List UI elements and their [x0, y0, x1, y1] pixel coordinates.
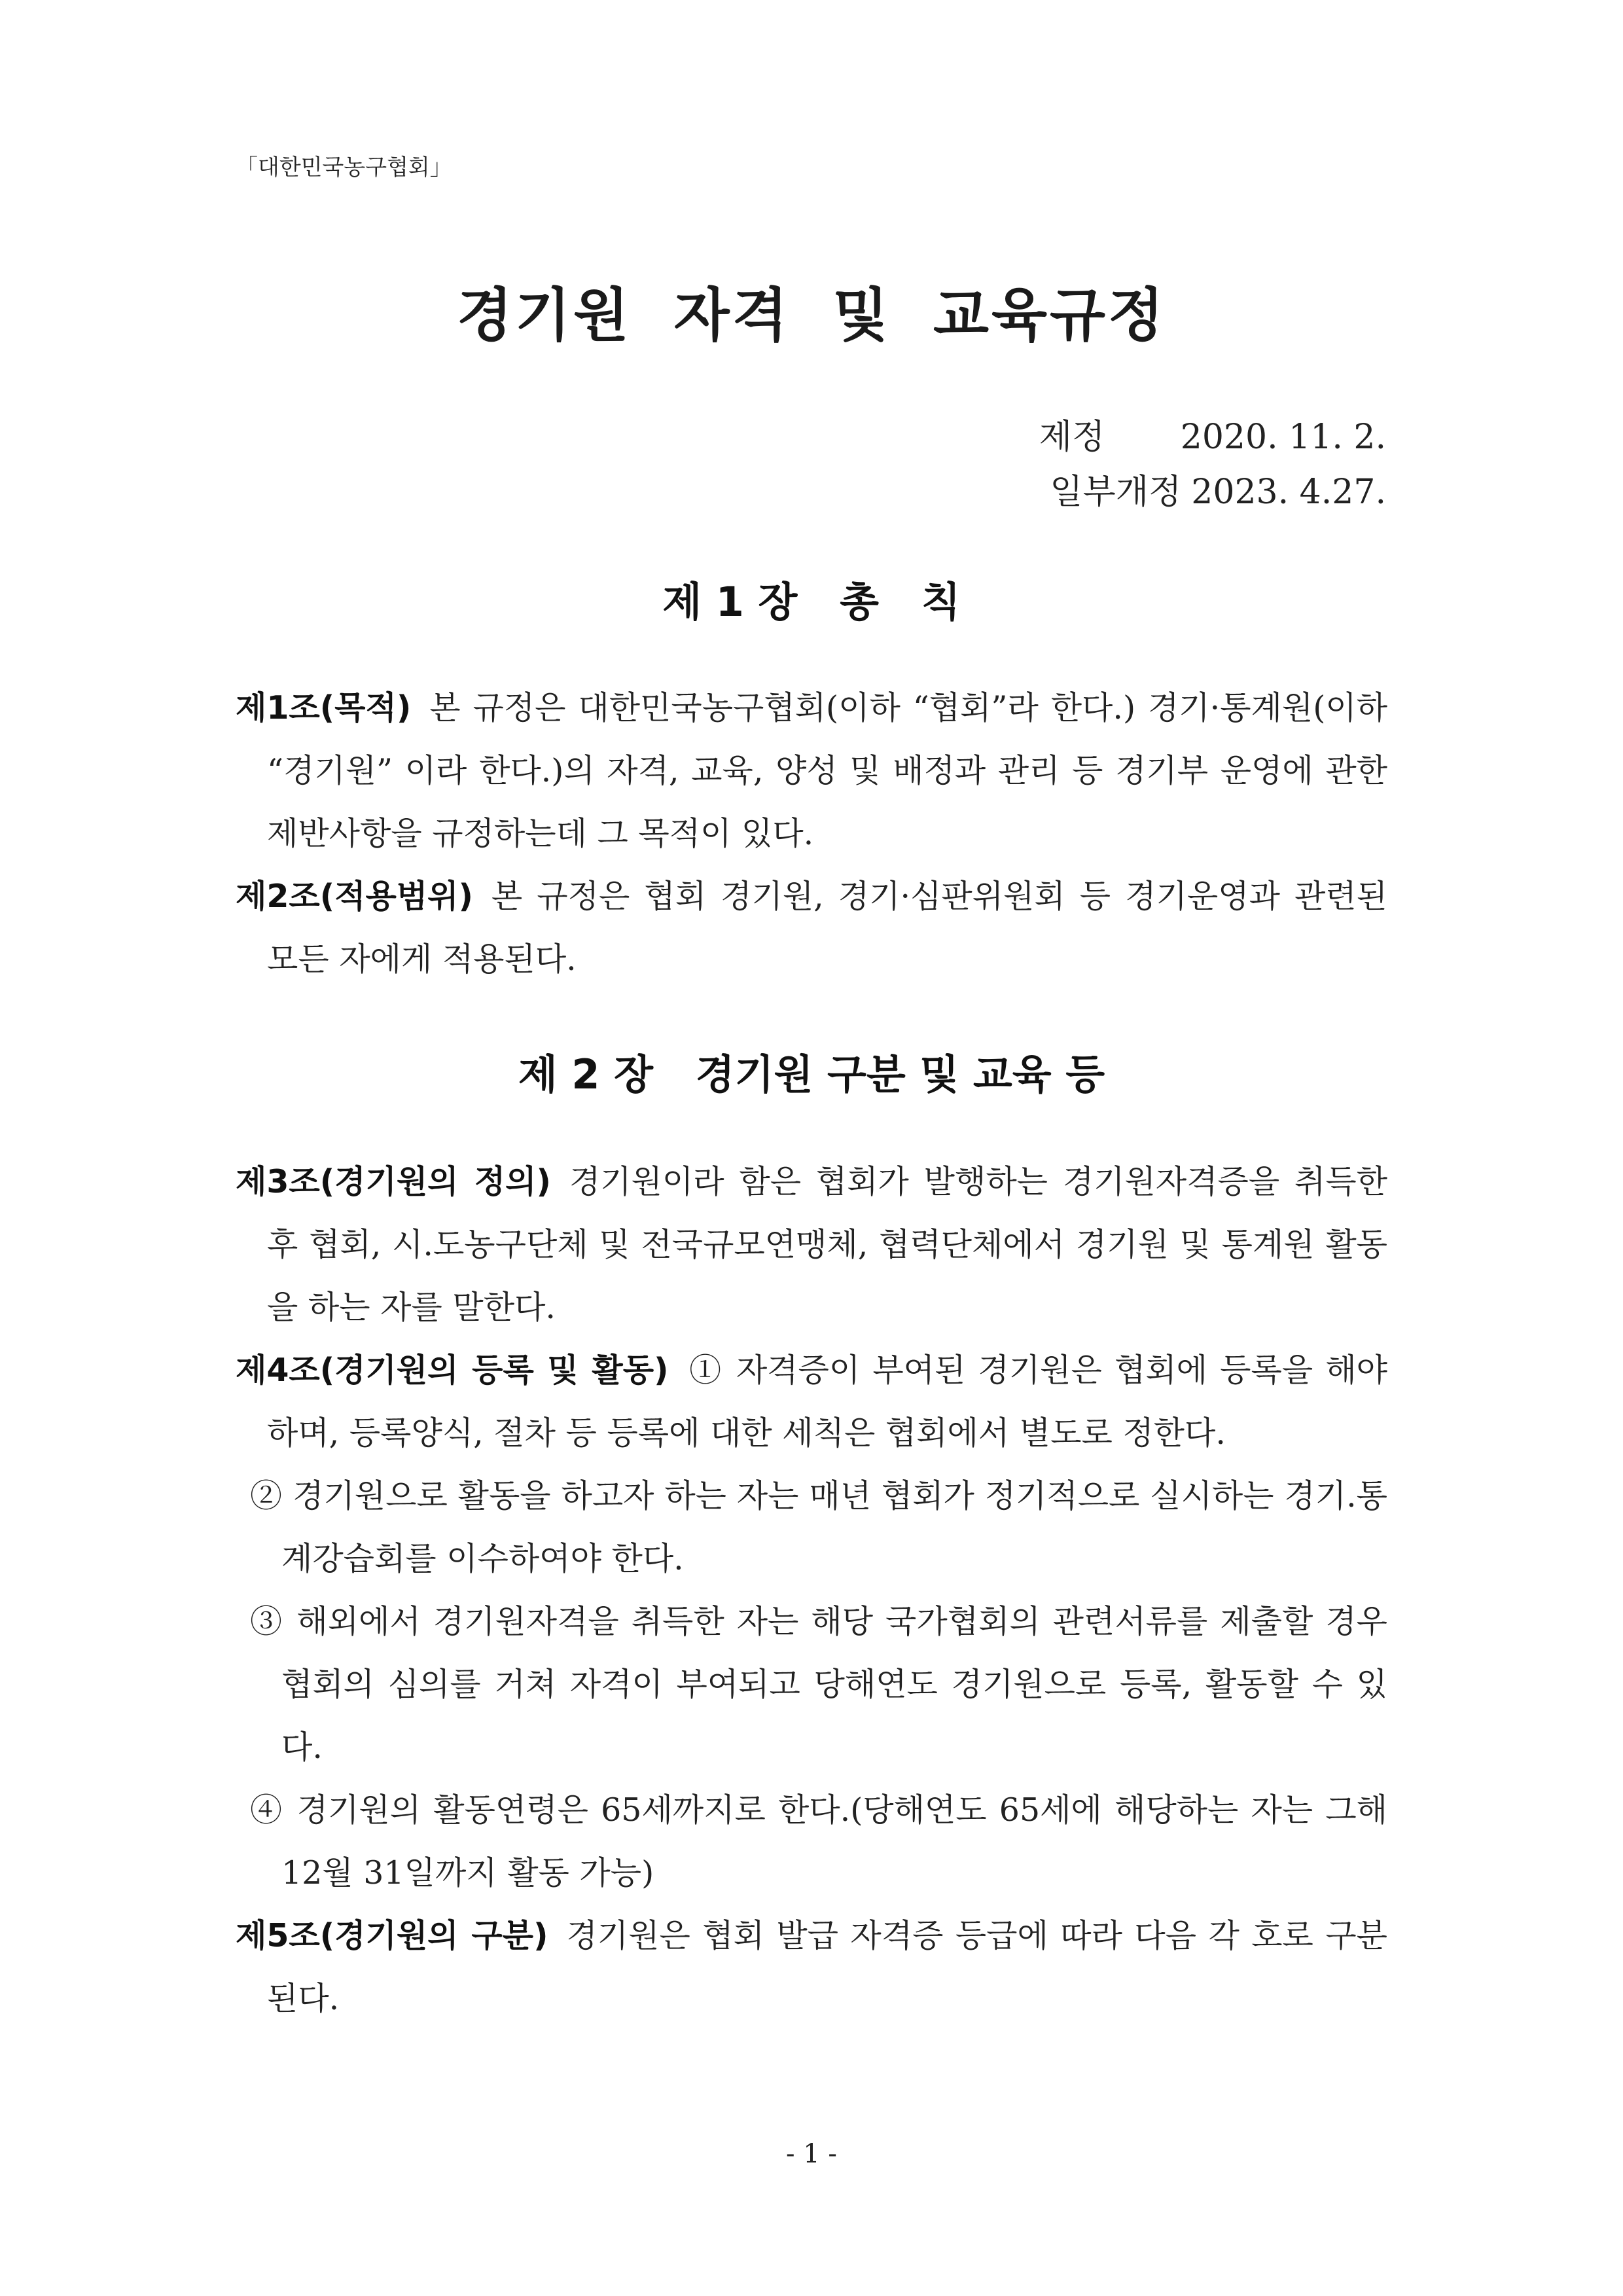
article-1-label: 제1조(목적): [236, 689, 412, 726]
article-2-label: 제2조(적용범위): [236, 878, 473, 915]
enactment-date: 2020. 11. 2.: [1180, 418, 1386, 457]
article-5-label: 제5조(경기원의 구분): [236, 1917, 548, 1954]
article-2: [236, 865, 1387, 991]
article-1-text: 본 규정은 대한민국농구협회(이하 “협회”라 한다.) 경기·통계원(이하 “경기원” 이라 한다.)의 자격, 교육, 양성 및 배정과 관리 등 경기부 운영에 관한 제반사항을 규정하는데 그 목적이 있다.: [267, 689, 1387, 852]
article-4-item-2: ② 경기원으로 활동을 하고자 하는 자는 매년 협회가 정기적으로 실시하는 경기.통계강습회를 이수하여야 한다.: [250, 1477, 1387, 1577]
amendment-label: 일부개정: [1050, 473, 1182, 512]
amendment-date-row: [1039, 465, 1386, 520]
article-2-text: 본 규정은 협회 경기원, 경기·심판위원회 등 경기운영과 관련된 모든 자에게 적용된다.: [267, 878, 1387, 978]
chapter-2-body: [236, 1151, 1387, 2030]
article-4-text: ① 자격증이 부여된 경기원은 협회에 등록을 해야 하며, 등록양식, 절차 등 등록에 대한 세칙은 협회에서 별도로 정한다.: [267, 1352, 1387, 1452]
article-4: [236, 1339, 1387, 1465]
article-4-label: 제4조(경기원의 등록 및 활동): [236, 1352, 669, 1389]
article-4-item-3: ③ 해외에서 경기원자격을 취득한 자는 해당 국가협회의 관련서류를 제출할 경우 협회의 심의를 거쳐 자격이 부여되고 당해연도 경기원으로 등록, 활동할 수 있다.: [250, 1603, 1387, 1766]
article-5-text: 경기원은 협회 발급 자격증 등급에 따라 다음 각 호로 구분된다.: [267, 1917, 1387, 2017]
enactment-date-row: [1039, 410, 1386, 465]
document-title: 경기원 자격 및 교육규정: [457, 281, 1166, 349]
article-5: [236, 1905, 1387, 2030]
amendment-date: 2023. 4.27.: [1191, 473, 1386, 512]
page-number: - 1 -: [786, 2139, 837, 2169]
chapter-1-body: [236, 677, 1387, 991]
article-3: [236, 1151, 1387, 1339]
enactment-label: 제정: [1039, 418, 1105, 457]
article-3-text: 경기원이라 함은 협회가 발행하는 경기원자격증을 취득한 후 협회, 시.도농구단체 및 전국규모연맹체, 협력단체에서 경기원 및 통계원 활동을 하는 자를 말한다.: [267, 1163, 1387, 1326]
article-1: [236, 677, 1387, 865]
organization-header: 「대한민국농구협회」: [236, 154, 452, 181]
enactment-dates: [1039, 410, 1386, 520]
article-4-item-4: ④ 경기원의 활동연령은 65세까지로 한다.(당해연도 65세에 해당하는 자는 그해 12월 31일까지 활동 가능): [250, 1791, 1387, 1892]
chapter-1-heading: 제 1 장 총 칙: [662, 578, 961, 626]
chapter-2-heading: 제 2 장 경기원 구분 및 교육 등: [518, 1050, 1105, 1098]
article-3-label: 제3조(경기원의 정의): [236, 1163, 551, 1200]
